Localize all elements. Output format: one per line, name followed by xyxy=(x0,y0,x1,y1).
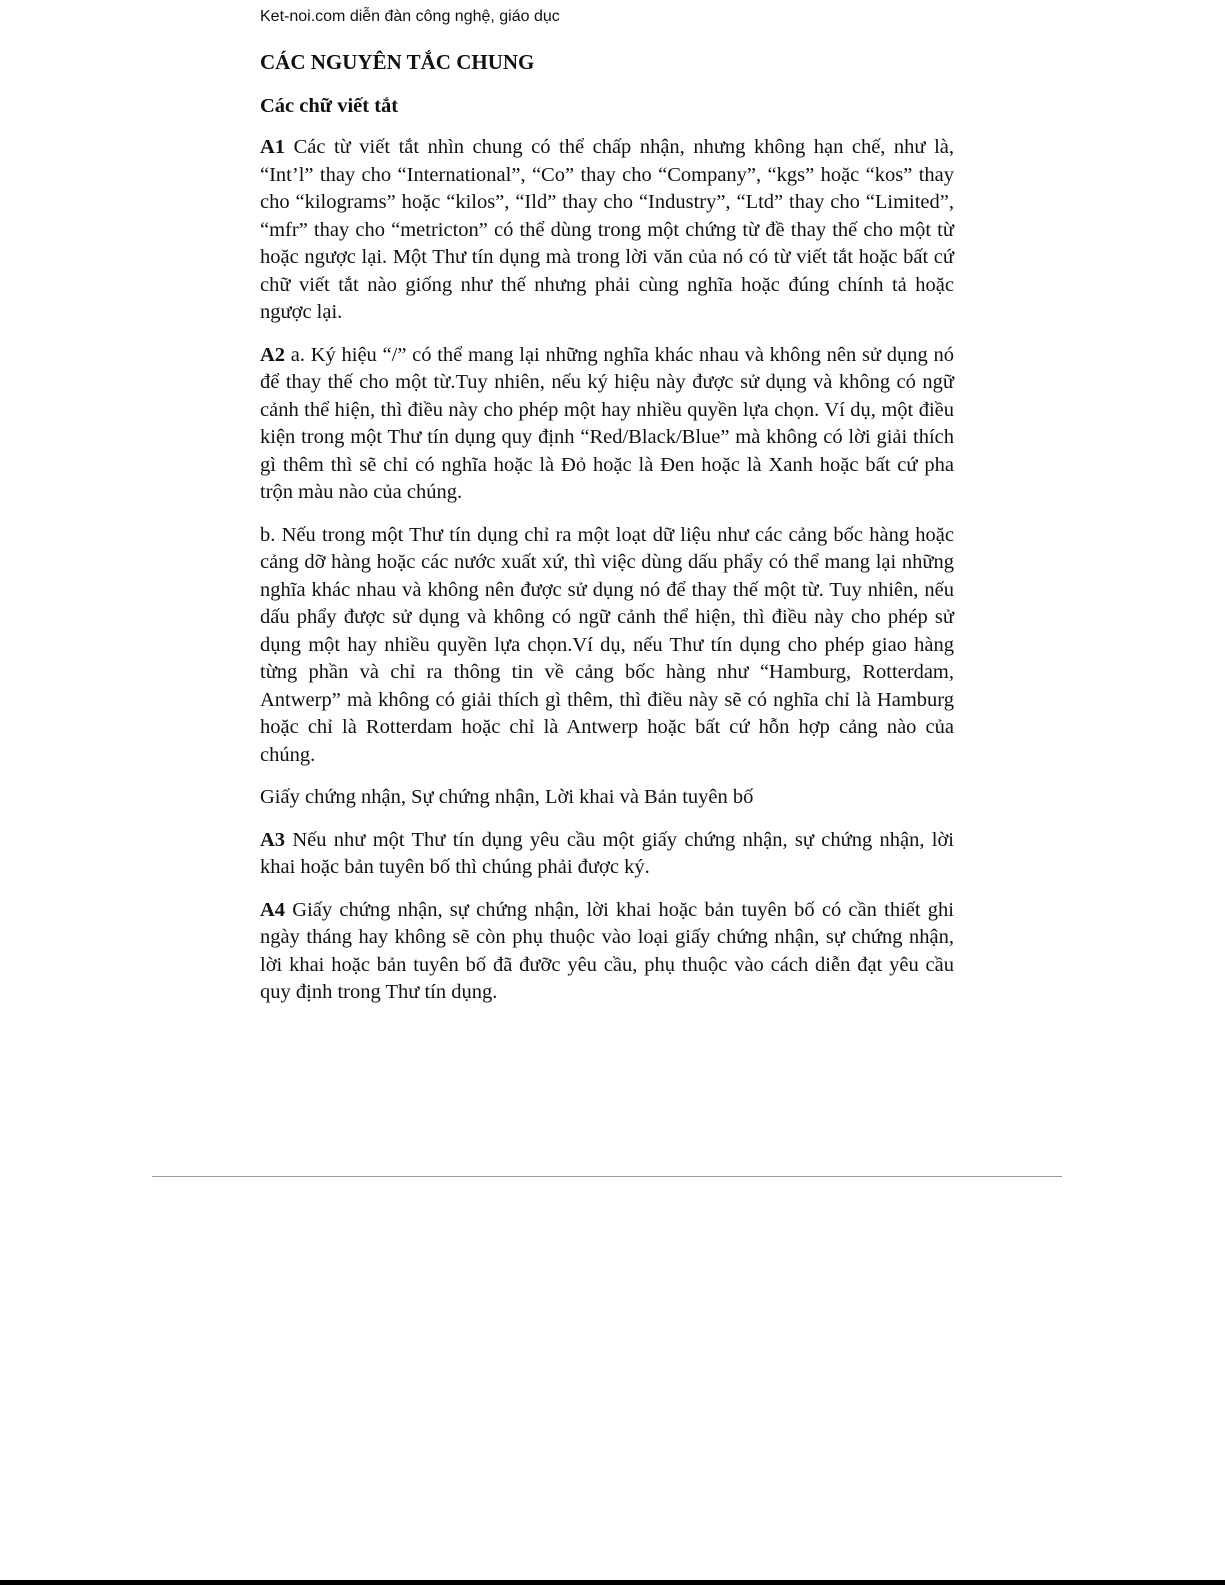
paragraph-label-a3: A3 xyxy=(260,828,286,851)
paragraph-label-a1: A1 xyxy=(260,136,286,158)
paragraph-text-a2a: a. Ký hiệu “/” có thể mang lại những nghĩa khác nhau và không nên sử dụng nó để thay thế cho một từ.Tuy nhiên, nếu ký hiệu này được sử dụng và không có ngữ cảnh thể hiện, thì điều này cho phép một hay nhiều quyền lựa chọn. Ví dụ, một điều kiện trong một Thư tín dụng quy định “Red/Black/Blue” mà không có lời giải thích gì thêm thì sẽ chỉ có nghĩa hoặc là Đỏ hoặc là Đen hoặc là Xanh hoặc bất cứ pha trộn màu nào của chúng. xyxy=(260,343,954,503)
section-heading-certificates: Giấy chứng nhận, Sự chứng nhận, Lời khai và Bản tuyên bố xyxy=(260,786,754,808)
section-heading-abbreviations: Các chữ viết tắt xyxy=(260,95,399,117)
page-bottom-border xyxy=(0,1580,1225,1585)
paragraph-a3 xyxy=(260,827,954,882)
paragraph-text-a3: Nếu như một Thư tín dụng yêu cầu một giấy chứng nhận, sự chứng nhận, lời khai hoặc bản tuyên bố thì chúng phải được ký. xyxy=(260,828,954,878)
paragraph-label-a2: A2 xyxy=(260,343,286,366)
site-header-text: Ket-noi.com diễn đàn công nghệ, giáo dục xyxy=(260,8,560,25)
paragraph-label-a4: A4 xyxy=(260,898,286,921)
paragraph-a1 xyxy=(260,134,954,327)
paragraph-a4 xyxy=(260,897,954,1007)
paragraph-text-a1: Các từ viết tắt nhìn chung có thể chấp nhận, nhưng không hạn chế, như là, “Int’l” thay cho “International”, “Co” thay cho “Company”, “kgs” hoặc “kos” thay cho “kilograms” hoặc “kilos”, “Ild” thay cho “Industry”, “Ltd” thay cho “Limited”, “mfr” thay cho “metricton” có thể dùng trong một chứng từ đề thay thế cho một từ hoặc ngược lại. Một Thư tín dụng mà trong lời văn của nó có từ viết tắt hoặc bất cứ chữ viết tắt nào giống như thế nhưng phải cùng nghĩa hoặc đúng chính tả hoặc ngược lại. xyxy=(260,136,954,323)
document-body xyxy=(260,48,954,1022)
page-title: CÁC NGUYÊN TẮC CHUNG xyxy=(260,50,535,74)
paragraph-text-a4: Giấy chứng nhận, sự chứng nhận, lời khai hoặc bản tuyên bố có cần thiết ghi ngày tháng hay không sẽ còn phụ thuộc vào loại giấy chứng nhận, sự chứng nhận, lời khai hoặc bản tuyên bố đã đưỡc yêu cầu, phụ thuộc vào cách diễn đạt yêu cầu quy định trong Thư tín dụng. xyxy=(260,898,954,1003)
paragraph-a2b xyxy=(260,522,954,770)
footer-divider xyxy=(152,1176,1062,1177)
paragraph-a2a xyxy=(260,342,954,507)
paragraph-text-a2b: b. Nếu trong một Thư tín dụng chỉ ra một loạt dữ liệu như các cảng bốc hàng hoặc cảng dỡ hàng hoặc các nước xuất xứ, thì việc dùng dấu phẩy có thể mang lại những nghĩa khác nhau và không nên được sử dụng nó để thay thế một từ. Tuy nhiên, nếu dấu phẩy được sử dụng và không có ngữ cảnh thể hiện, thì điều này cho phép sử dụng một hay nhiều quyền lựa chọn.Ví dụ, nếu Thư tín dụng cho phép giao hàng từng phần và chỉ ra thông tin về cảng bốc hàng như “Hamburg, Rotterdam, Antwerp” mà không có giải thích gì thêm, thì điều này sẽ có nghĩa chỉ là Hamburg hoặc chỉ là Rotterdam hoặc chỉ là Antwerp hoặc bất cứ hỗn hợp cảng nào của chúng. xyxy=(260,523,954,766)
